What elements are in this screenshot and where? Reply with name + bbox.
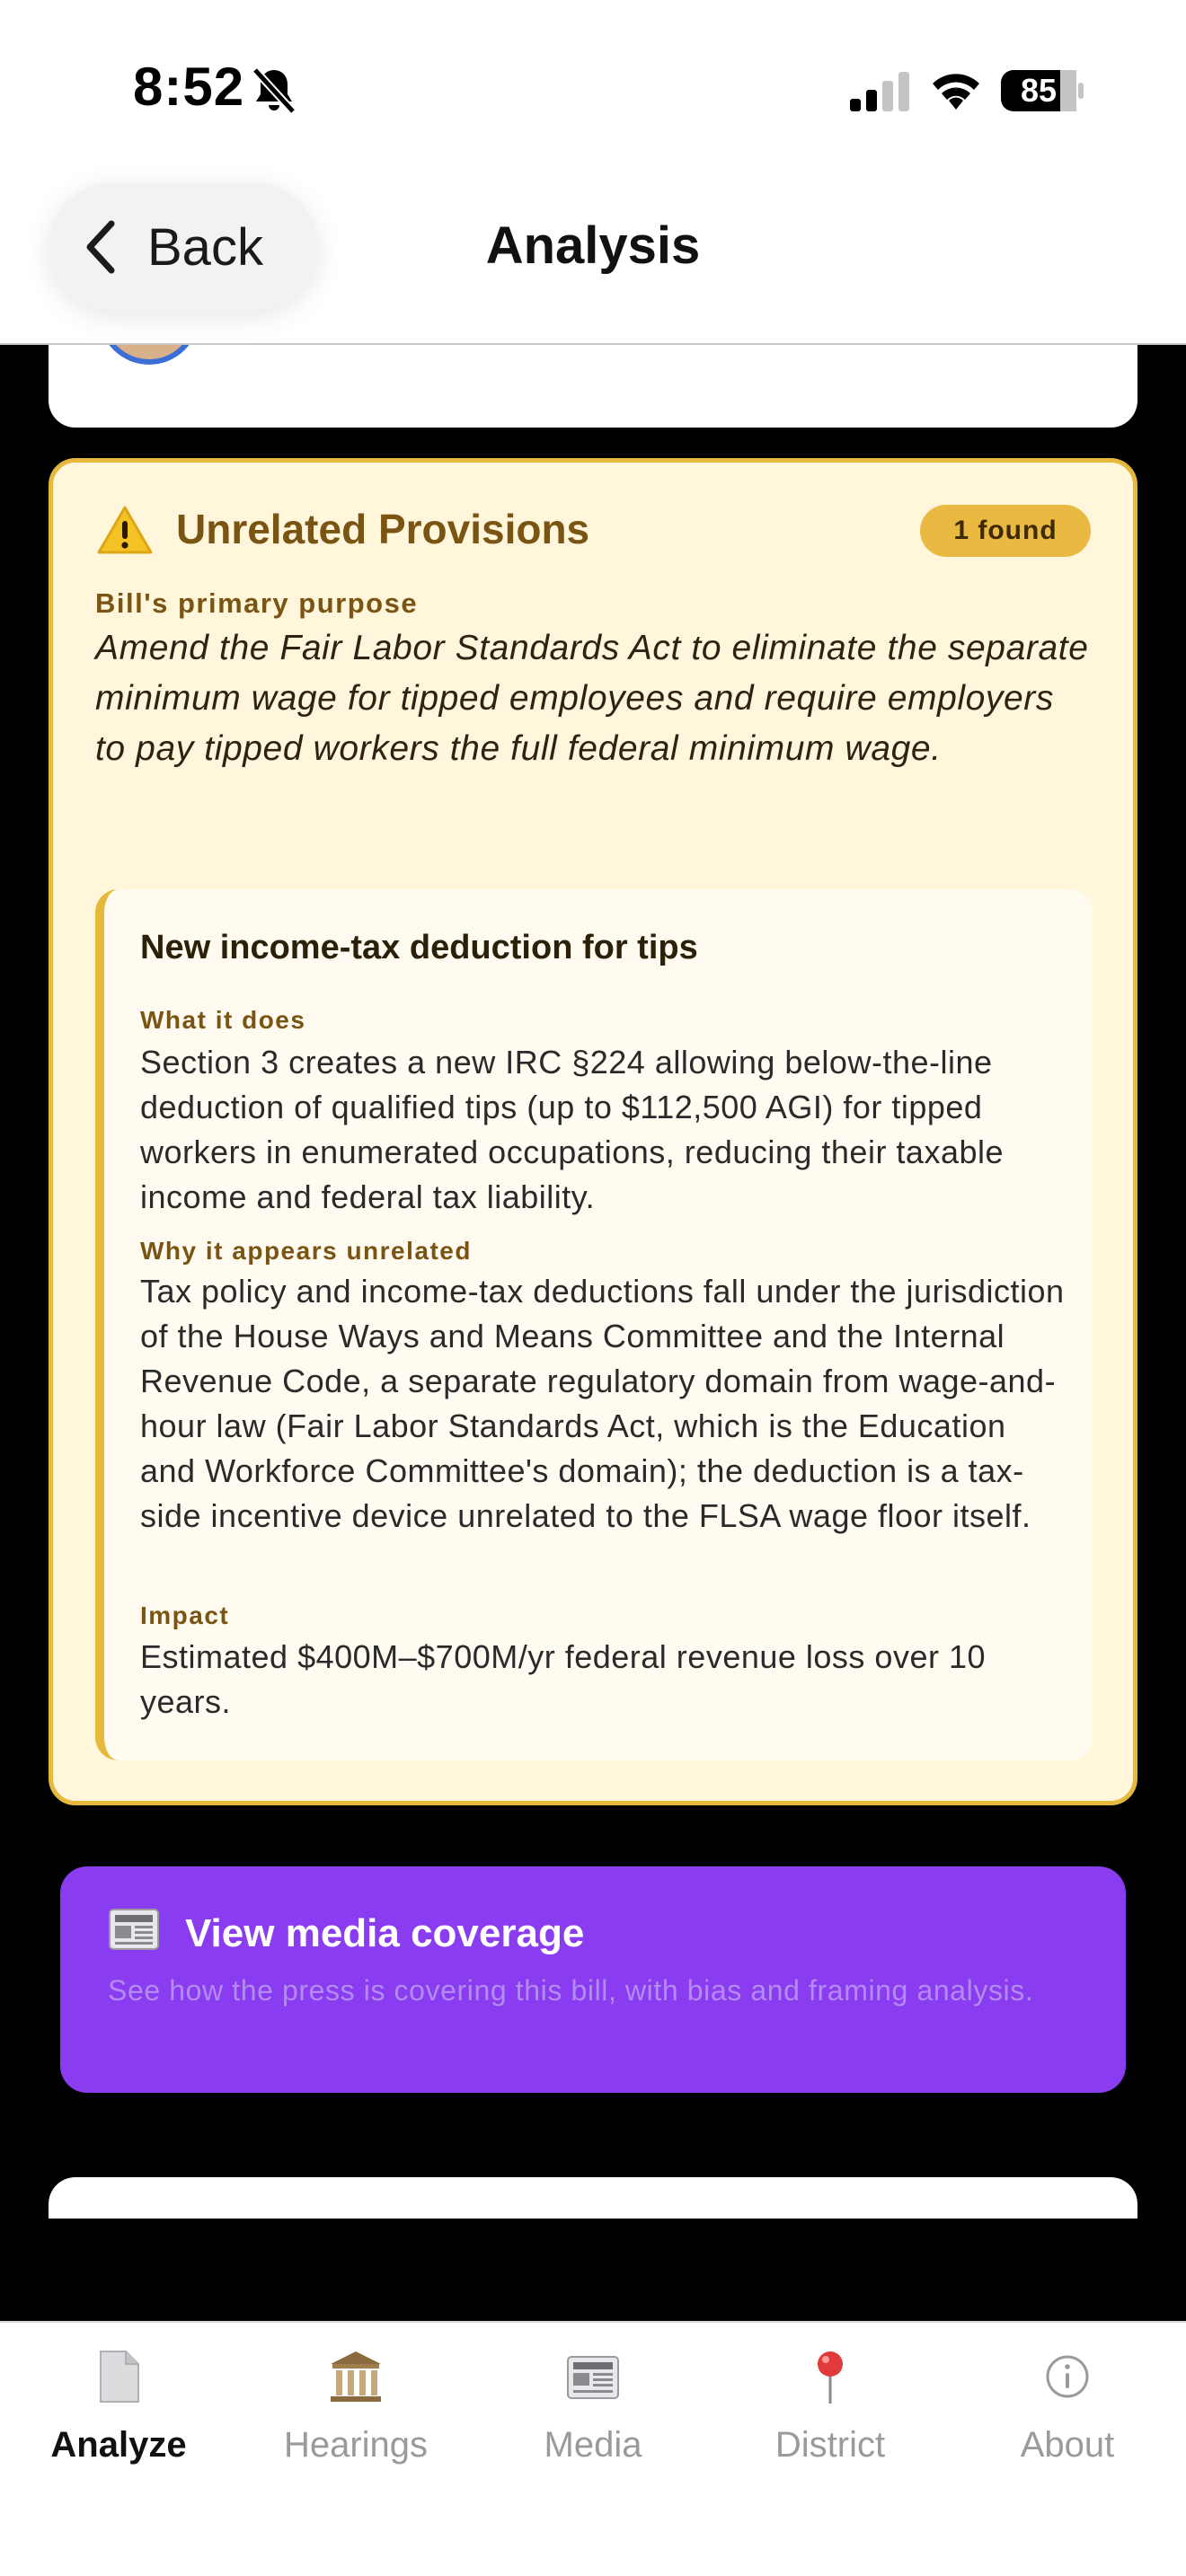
tab-label: Media [544, 2425, 642, 2465]
page-icon [90, 2348, 147, 2405]
newspaper-icon [564, 2348, 622, 2405]
why-unrelated-text: Tax policy and income-tax deductions fall under the jurisdiction of the House Ways and Means Committee and the Internal Revenue Code, a separate regulatory domain from wage-and-hour law (Fair Labor Standards Act, which is the Education and Workforce Committee's domain); the deduction is a tax-side incentive device unrelated to the FLSA wage floor itself. [140, 1273, 1065, 1534]
status-time: 8:52 [133, 57, 245, 117]
primary-purpose-text: Amend the Fair Labor Standards Act to eliminate the separate minimum wage for tipped employees and require employers to pay tipped workers the full federal minimum wage. [95, 629, 1089, 768]
tab-media[interactable] [474, 2348, 712, 2466]
signal-icon [848, 72, 911, 111]
bell-slash-icon [248, 65, 300, 117]
why-unrelated-label: Why it appears unrelated [140, 1237, 472, 1265]
provision-title: New income-tax deduction for tips [140, 929, 698, 966]
found-count-badge: 1 found [920, 505, 1091, 557]
what-it-does-text: Section 3 creates a new IRC §224 allowing below-the-line deduction of qualified tips (up to $112,500 AGI) for tipped workers in enumerated occupations, reducing their taxable income and federal tax liability. [140, 1044, 1005, 1215]
tab-district[interactable] [712, 2348, 949, 2466]
impact-text: Estimated $400M–$700M/yr federal revenue loss over 10 years. [140, 1638, 987, 1720]
impact-label: Impact [140, 1601, 230, 1629]
media-coverage-title: View media coverage [185, 1911, 585, 1955]
tab-hearings[interactable] [237, 2348, 474, 2466]
tab-label: Hearings [283, 2425, 429, 2465]
newspaper-icon [108, 1908, 160, 1951]
classical-building-icon [327, 2348, 385, 2405]
provisions-title: Unrelated Provisions [176, 506, 590, 552]
page-title: Analysis [485, 216, 701, 275]
round-pushpin-icon [801, 2348, 859, 2405]
battery-level: 85 [1020, 72, 1058, 109]
tab-label: About [1020, 2425, 1115, 2465]
what-it-does-label: What it does [140, 1006, 306, 1034]
back-label: Back [147, 217, 263, 277]
next-card [49, 2177, 1137, 2219]
primary-purpose-label: Bill's primary purpose [95, 587, 419, 619]
tab-label: District [774, 2425, 886, 2465]
warning-icon [97, 505, 153, 555]
wifi-icon [927, 66, 985, 111]
tab-label: Analyze [50, 2425, 187, 2465]
tab-analyze[interactable] [0, 2348, 237, 2466]
info-icon [1039, 2348, 1096, 2405]
tab-about[interactable] [949, 2348, 1186, 2466]
media-coverage-description: See how the press is covering this bill, with bias and framing analysis. [108, 1974, 1034, 2007]
